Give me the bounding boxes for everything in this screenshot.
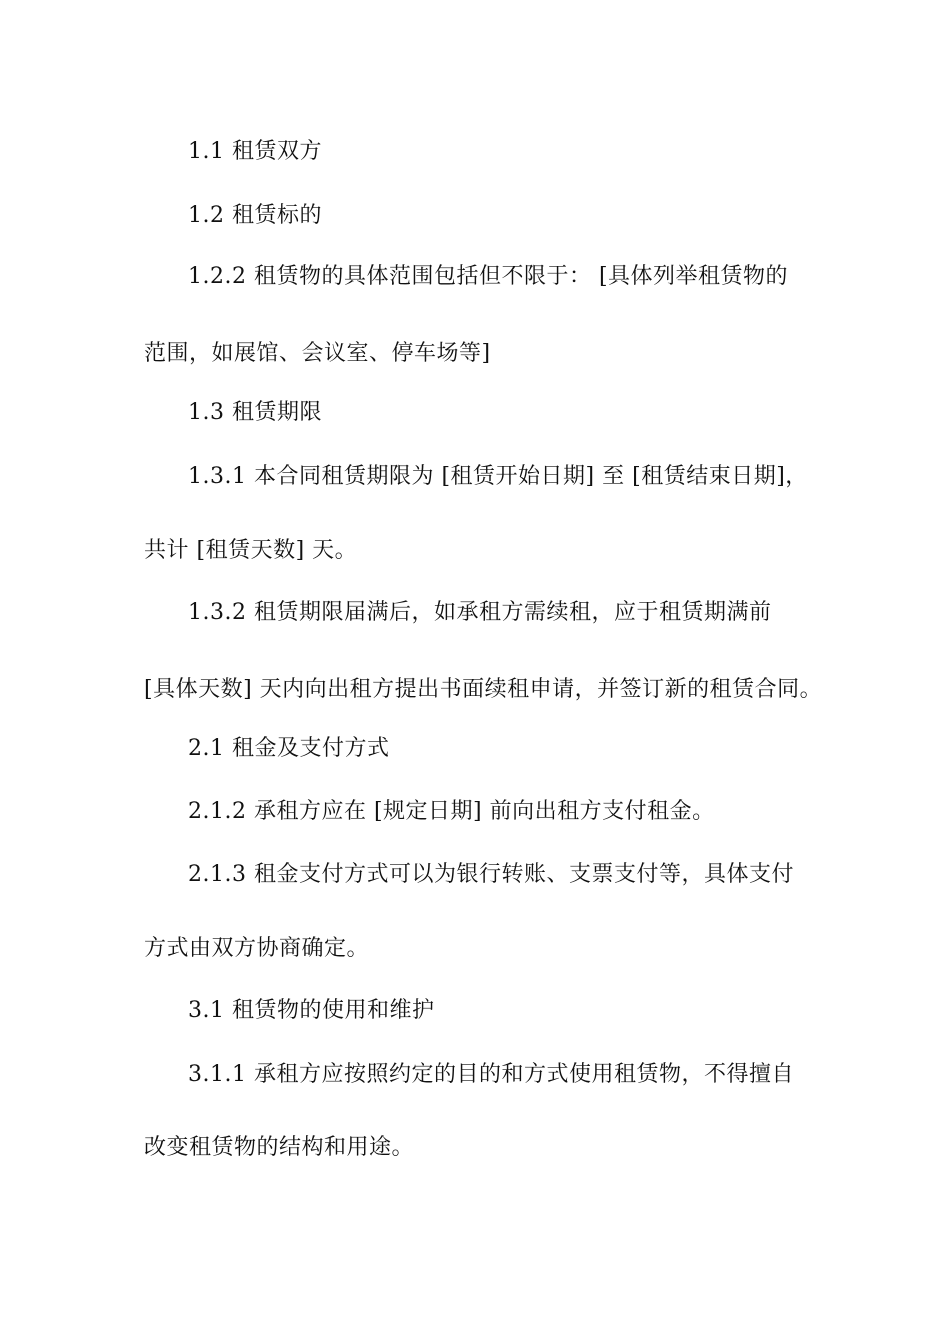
section-heading-1-2: 1.2 租赁标的: [188, 203, 322, 228]
clause-2-1-2: 2.1.2 承租方应在 [规定日期] 前向出租方支付租金。: [188, 799, 715, 824]
clause-2-1-3-line-2: 方式由双方协商确定。: [144, 936, 370, 961]
clause-1-3-1-line-1: 1.3.1 本合同租赁期限为 [租赁开始日期] 至 [租赁结束日期]，: [188, 464, 808, 489]
clause-1-3-2-line-1: 1.3.2 租赁期限届满后，如承租方需续租，应于租赁期满前: [188, 600, 772, 625]
section-heading-1-1: 1.1 租赁双方: [188, 139, 322, 164]
section-heading-2-1: 2.1 租金及支付方式: [188, 736, 390, 761]
clause-3-1-1-line-1: 3.1.1 承租方应按照约定的目的和方式使用租赁物，不得擅自: [188, 1062, 794, 1087]
clause-1-3-1-line-2: 共计 [租赁天数] 天。: [144, 538, 358, 563]
clause-1-2-2-line-1: 1.2.2 租赁物的具体范围包括但不限于： [具体列举租赁物的: [188, 264, 789, 289]
clause-3-1-1-line-2: 改变租赁物的结构和用途。: [144, 1135, 415, 1160]
clause-2-1-3-line-1: 2.1.3 租金支付方式可以为银行转账、支票支付等，具体支付: [188, 862, 794, 887]
section-heading-3-1: 3.1 租赁物的使用和维护: [188, 998, 435, 1023]
clause-1-3-2-line-2: [具体天数] 天内向出租方提出书面续租申请，并签订新的租赁合同。: [144, 677, 823, 702]
section-heading-1-3: 1.3 租赁期限: [188, 400, 322, 425]
clause-1-2-2-line-2: 范围，如展馆、会议室、停车场等]: [144, 341, 491, 366]
